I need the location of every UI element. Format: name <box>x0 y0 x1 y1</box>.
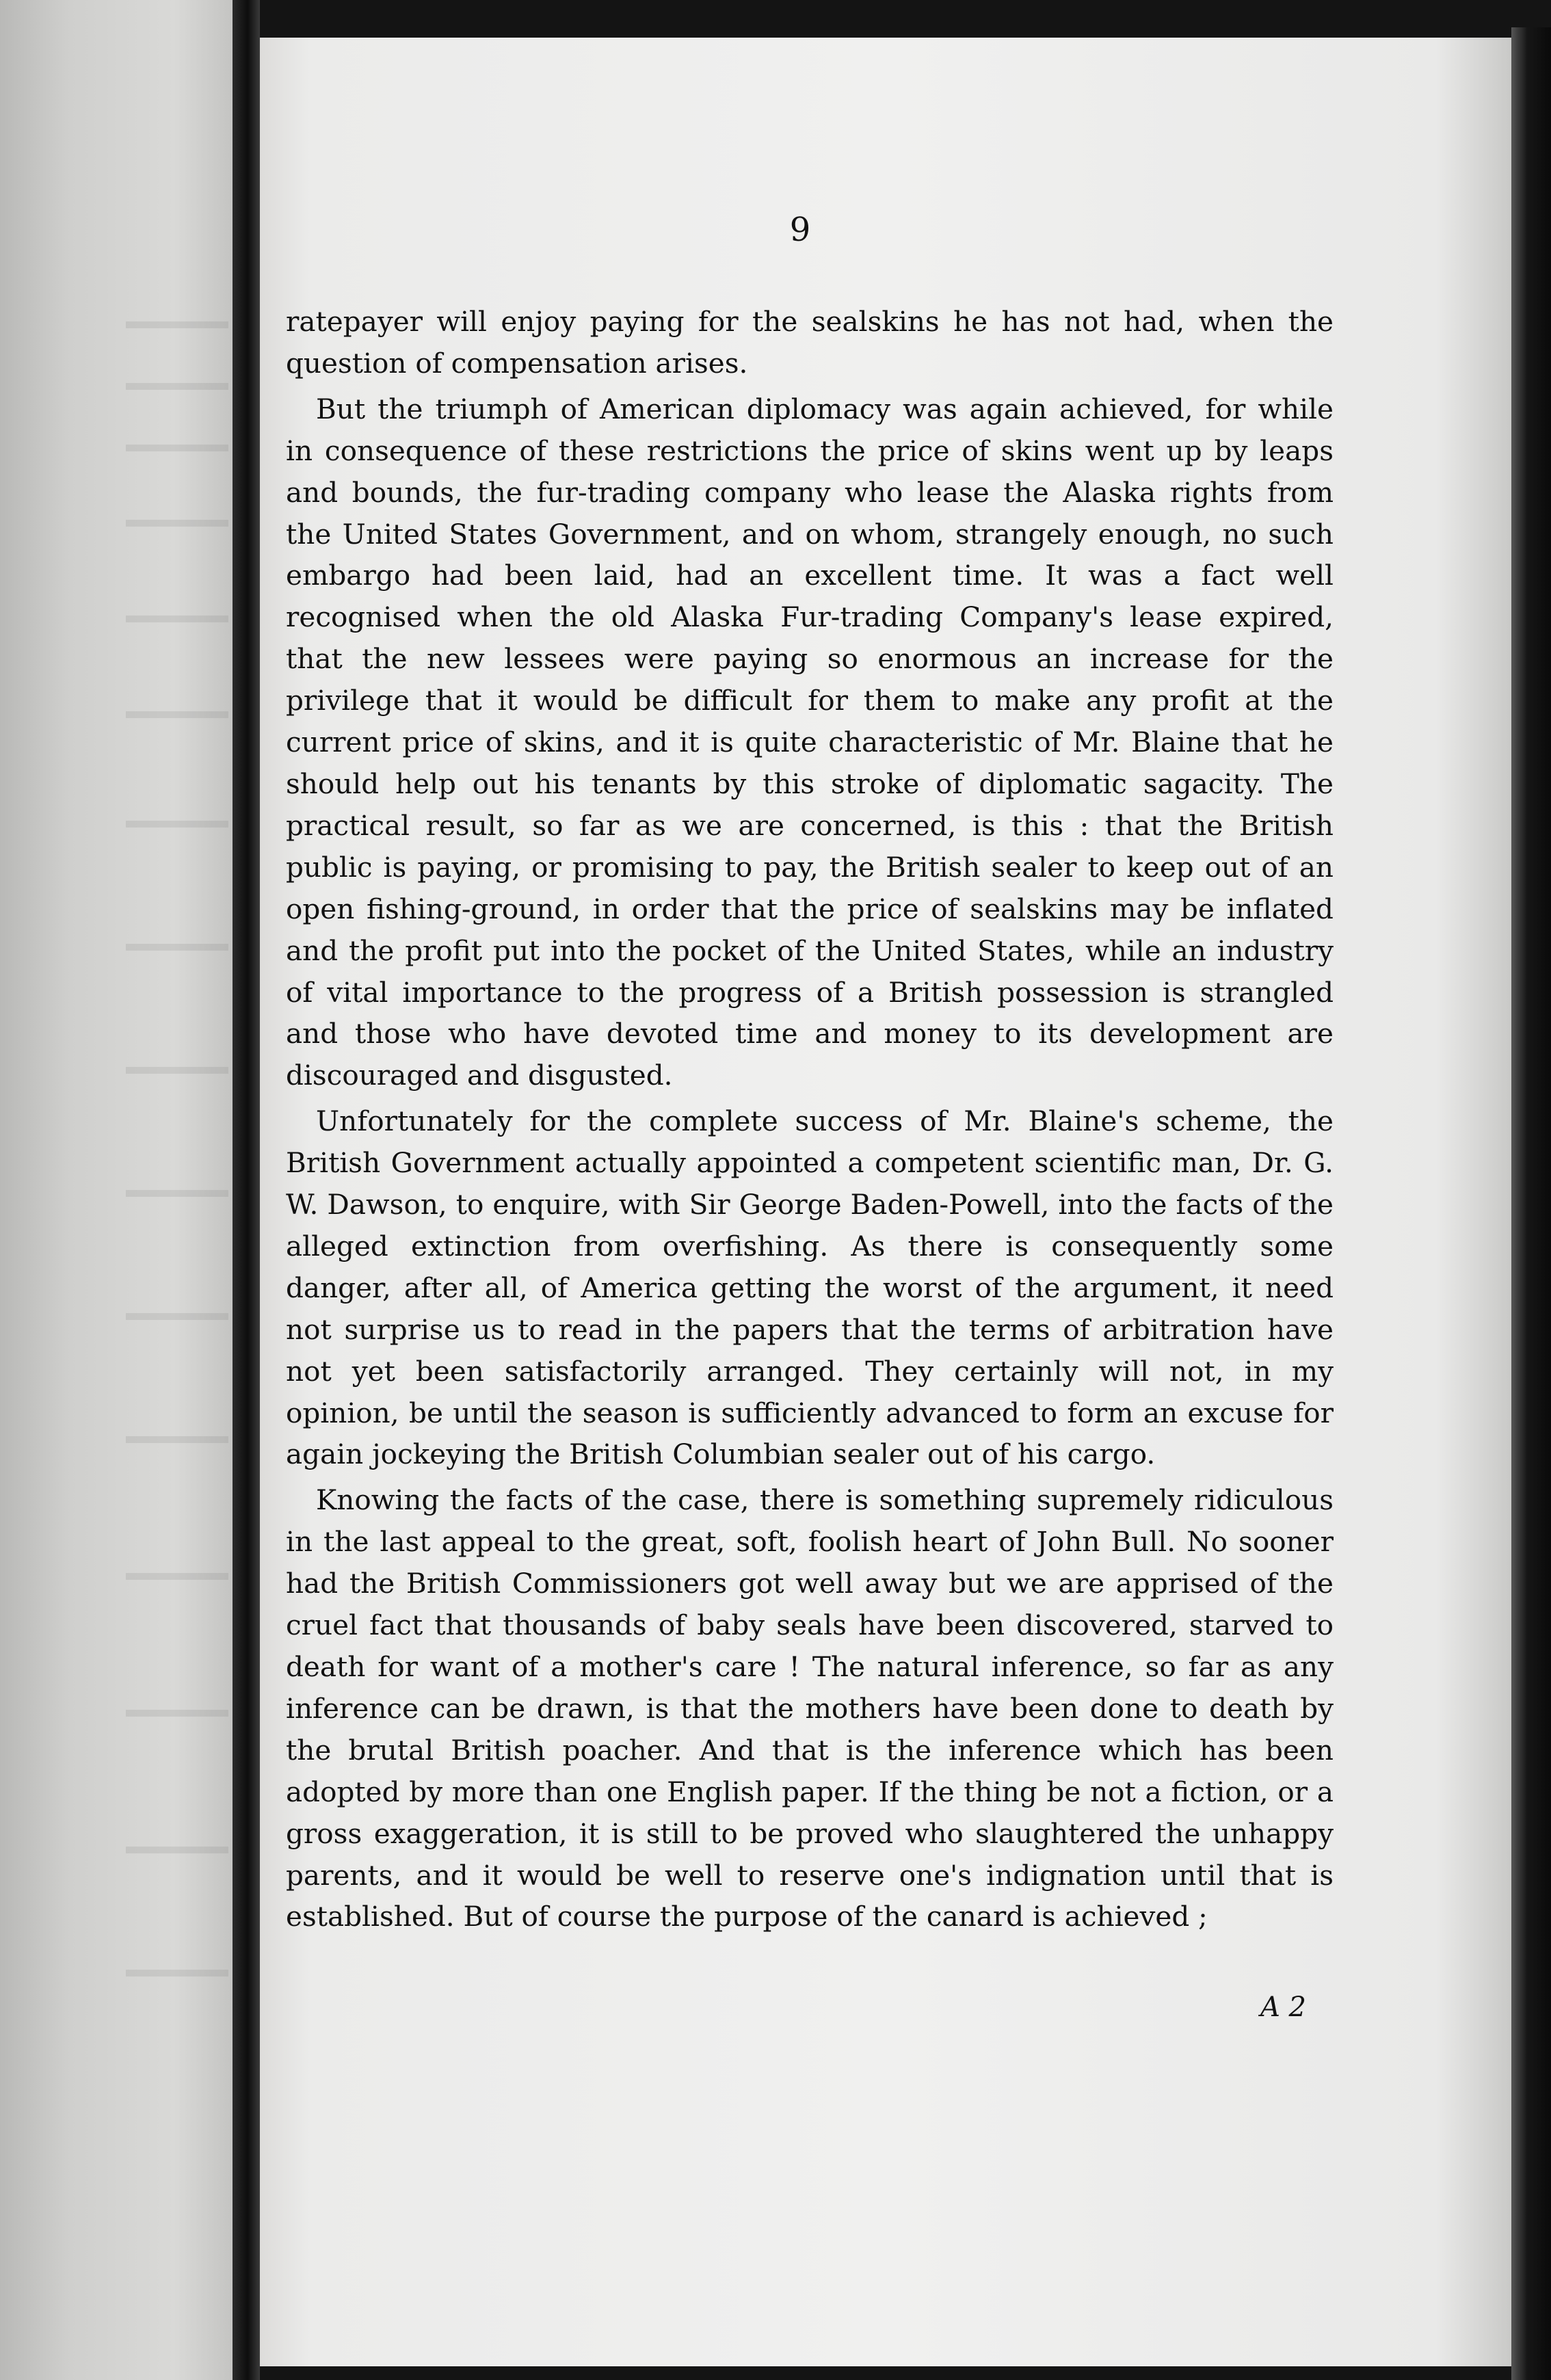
bleed-through-line <box>126 1573 228 1580</box>
paragraph: Knowing the facts of the case, there is something supremely ridiculous in the last appeal to the great, soft, foolish heart of John Bull. No sooner had the British Commissioners got well away but we are apprised of the cruel fact that thousands of baby seals have been discovered, starved to death for want of a mother's care ! The natural inference, so far as any inference can be drawn, is that the mothers have been done to death by the brutal British poacher. And that is the inference which has been adopted by more than one English paper. If the thing be not a fiction, or a gross exaggeration, it is still to be proved who slaughtered the unhappy parents, and it would be well to reserve one's indignation until that is established. But of course the purpose of the canard is achieved ; <box>286 1483 1334 1933</box>
bleed-through-line <box>126 520 228 527</box>
bleed-through-line <box>126 1436 228 1443</box>
bleed-through-line <box>126 1067 228 1074</box>
book-gutter <box>233 0 260 2380</box>
bleed-through-line <box>126 616 228 622</box>
body-text <box>286 301 1334 1942</box>
paragraph: Unfortunately for the complete success of Mr. Blaine's scheme, the British Government actually appointed a competent scientific man, Dr. G. W. Dawson, to enquire, with Sir George Baden-Powell, into the facts of the alleged extinction from overfishing. As there is consequently some danger, after all, of America getting the worst of the argument, it need not surprise us to read in the papers that the terms of arbitration have not yet been satisfactorily arranged. They certainly will not, in my opinion, be until the season is sufficiently advanced to form an excuse for again jockeying the British Columbian sealer out of his cargo. <box>286 1105 1334 1471</box>
bleed-through-line <box>126 321 228 328</box>
page-number: 9 <box>789 211 811 249</box>
facing-page-edge <box>0 0 233 2380</box>
paragraph: But the triumph of American diplomacy was again achieved, for while in consequence of these restrictions the price of skins went up by leaps and bounds, the fur-trading company who lease the Alaska rights from the United States Government, and on whom, strangely enough, no such embargo had been laid, had an excellent time. It was a fact well recognised when the old Alaska Fur-trading Company's lease expired, that the new lessees were paying so enormous an increase for the privilege that it would be difficult for them to make any profit at the current price of skins, and it is quite characteristic of Mr. Blaine that he should help out his tenants by this stroke of diplomatic sagacity. The practical result, so far as we are concerned, is this : that the British public is paying, or promising to pay, the British sealer to keep out of an open fishing-ground, in order that the price of sealskins may be inflated and the profit put into the pocket of the United States, while an industry of vital importance to the progress of a British possession is strangled and those who have devoted time and money to its development are discouraged and disgusted. <box>286 392 1334 1092</box>
bleed-through-line <box>126 1313 228 1320</box>
bleed-through-line <box>126 944 228 951</box>
paragraph-continuation: ratepayer will enjoy paying for the sealskins he has not had, when the question of compensation arises. <box>286 305 1334 380</box>
bleed-through-line <box>126 1710 228 1717</box>
signature-mark: A 2 <box>1260 1992 1306 2023</box>
bleed-through-line <box>126 711 228 718</box>
bleed-through-line <box>126 1847 228 1853</box>
bleed-through-line <box>126 383 228 390</box>
bleed-through-line <box>126 1190 228 1197</box>
bleed-through-line <box>126 445 228 451</box>
bleed-through-line <box>126 821 228 828</box>
bleed-through-line <box>126 1970 228 1976</box>
page-edge-shadow <box>1511 27 1551 2380</box>
